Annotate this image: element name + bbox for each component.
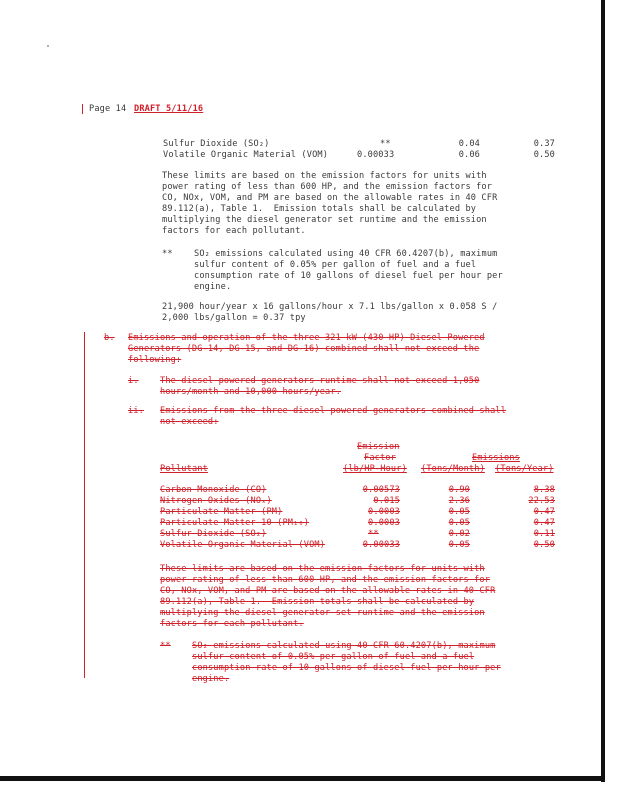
item-i-line: hours/month and 10,000 hours/year.: [160, 387, 342, 397]
paragraph-2-line: multiplying the diesel generator set runtime and the emission: [160, 608, 485, 618]
table-2-row-factor: 0.00573: [362, 485, 400, 495]
scan-speck: [47, 45, 49, 47]
paragraph-2-line: These limits are based on the emission factors for units with: [160, 564, 485, 574]
table-2-row-factor: 0.015: [373, 496, 400, 506]
paragraph-1-line: multiplying the diesel generator set runtime and the emission: [162, 215, 487, 225]
top-row-1-month: 0.04: [458, 139, 480, 149]
note-1-marker: **: [162, 249, 173, 259]
item-ii-marker: ii.: [128, 406, 144, 416]
note-2-line: consumption rate of 10 gallons of diesel fuel per hour per: [192, 663, 501, 673]
table-2-row-month: 0.05: [448, 540, 470, 550]
scan-edge-bottom: [0, 776, 605, 781]
paragraph-1-line: power rating of less than 600 HP, and the emission factors for: [162, 182, 493, 192]
item-ii-line: not exceed:: [160, 417, 219, 427]
note-1-line: engine.: [194, 282, 232, 292]
table-2-row-month: 2.36: [448, 496, 470, 506]
table-2-header-factor: Factor: [364, 453, 396, 463]
draft-label: DRAFT 5/11/16: [134, 104, 204, 114]
table-2-row-month: 0.05: [448, 507, 470, 517]
table-2-row-year: 0.50: [533, 540, 555, 550]
table-2-row-month: 0.90: [448, 485, 470, 495]
paragraph-2-line: power rating of less than 600 HP, and the emission factors for: [160, 575, 491, 585]
table-2-row-factor: 0.0003: [368, 507, 400, 517]
top-row-2-pollutant: Volatile Organic Material (VOM): [163, 150, 329, 160]
table-2-row-year: 0.47: [533, 518, 555, 528]
paragraph-1-line: factors for each pollutant.: [162, 226, 306, 236]
table-2-row-factor: **: [368, 529, 379, 539]
top-row-1-pollutant: Sulfur Dioxide (SO₂): [163, 139, 270, 149]
paragraph-2-line: CO, NOx, VOM, and PM are based on the allowable rates in 40 CFR: [160, 586, 496, 596]
table-2-row-month: 0.02: [448, 529, 470, 539]
item-i-line: The diesel powered generators runtime shall not exceed 1,050: [160, 376, 480, 386]
table-2-row-month: 0.05: [448, 518, 470, 528]
paragraph-2-line: factors for each pollutant.: [160, 619, 304, 629]
paragraph-1-line: CO, NOx, VOM, and PM are based on the allowable rates in 40 CFR: [162, 193, 498, 203]
item-i-marker: i.: [128, 376, 139, 386]
revision-bar: [82, 104, 83, 114]
revision-bar-deleted: [84, 332, 85, 678]
calc-line: 21,900 hour/year x 16 gallons/hour x 7.1 lbs/gallon x 0.058 S /: [162, 302, 498, 312]
note-2-marker: **: [160, 641, 171, 651]
table-2-col-year: (Tons/Year): [495, 464, 554, 474]
item-ii-line: Emissions from the three diesel powered generators combined shall: [160, 406, 507, 416]
table-2-row-pollutant: Particulate Matter (PM): [160, 507, 283, 517]
note-2-line: sulfur content of 0.05% per gallon of fuel and a fuel: [192, 652, 475, 662]
top-row-2-factor: 0.00033: [357, 150, 395, 160]
top-row-2-month: 0.06: [458, 150, 480, 160]
table-2-row-pollutant: Particulate Matter 10 (PM₁₀): [160, 518, 310, 528]
calc-line: 2,000 lbs/gallon = 0.37 tpy: [162, 313, 306, 323]
page-number: Page 14: [89, 104, 127, 114]
section-b-line: following:: [128, 355, 182, 365]
table-2-row-factor: 0.0003: [368, 518, 400, 528]
table-2-row-pollutant: Sulfur Dioxide (SO₂): [160, 529, 267, 539]
table-2-row-year: 0.11: [533, 529, 555, 539]
table-2-header-emissions: Emissions: [472, 453, 520, 463]
table-2-col-pollutant: Pollutant: [160, 464, 208, 474]
section-b-line: Generators (DG-14, DG-15, and DG-16) combined shall not exceed the: [128, 344, 480, 354]
table-2-row-year: 22.53: [528, 496, 555, 506]
table-2-row-year: 8.38: [533, 485, 555, 495]
table-2-row-pollutant: Volatile Organic Material (VOM): [160, 540, 326, 550]
top-row-2-year: 0.50: [533, 150, 555, 160]
paragraph-1-line: These limits are based on the emission factors for units with: [162, 171, 487, 181]
table-2-col-factor: (lb/HP-Hour): [343, 464, 407, 474]
paragraph-1-line: 89.112(a), Table 1. Emission totals shall be calculated by: [162, 204, 477, 214]
top-row-1-year: 0.37: [533, 139, 555, 149]
paragraph-2-line: 89.112(a), Table 1. Emission totals shall be calculated by: [160, 597, 475, 607]
note-2-line: SO₂ emissions calculated using 40 CFR 60.4207(b), maximum: [192, 641, 496, 651]
note-2-line: engine.: [192, 674, 230, 684]
table-2-row-year: 0.47: [533, 507, 555, 517]
note-1-line: consumption rate of 10 gallons of diesel fuel per hour per: [194, 271, 503, 281]
table-2-row-factor: 0.00033: [362, 540, 400, 550]
table-2-header-emission: Emission: [357, 442, 400, 452]
note-1-line: SO₂ emissions calculated using 40 CFR 60.4207(b), maximum: [194, 249, 498, 259]
section-b-line: Emissions and operation of the three 321 kW (430 HP) Diesel Powered: [128, 333, 485, 343]
table-2-row-pollutant: Carbon Monoxide (CO): [160, 485, 267, 495]
section-b-marker: b.: [104, 333, 115, 343]
note-1-line: sulfur content of 0.05% per gallon of fuel and a fuel: [194, 260, 477, 270]
table-2-row-pollutant: Nitrogen Oxides (NOₓ): [160, 496, 272, 506]
table-2-col-month: (Tons/Month): [421, 464, 485, 474]
scan-edge-right: [601, 0, 605, 782]
top-row-1-factor: **: [380, 139, 391, 149]
